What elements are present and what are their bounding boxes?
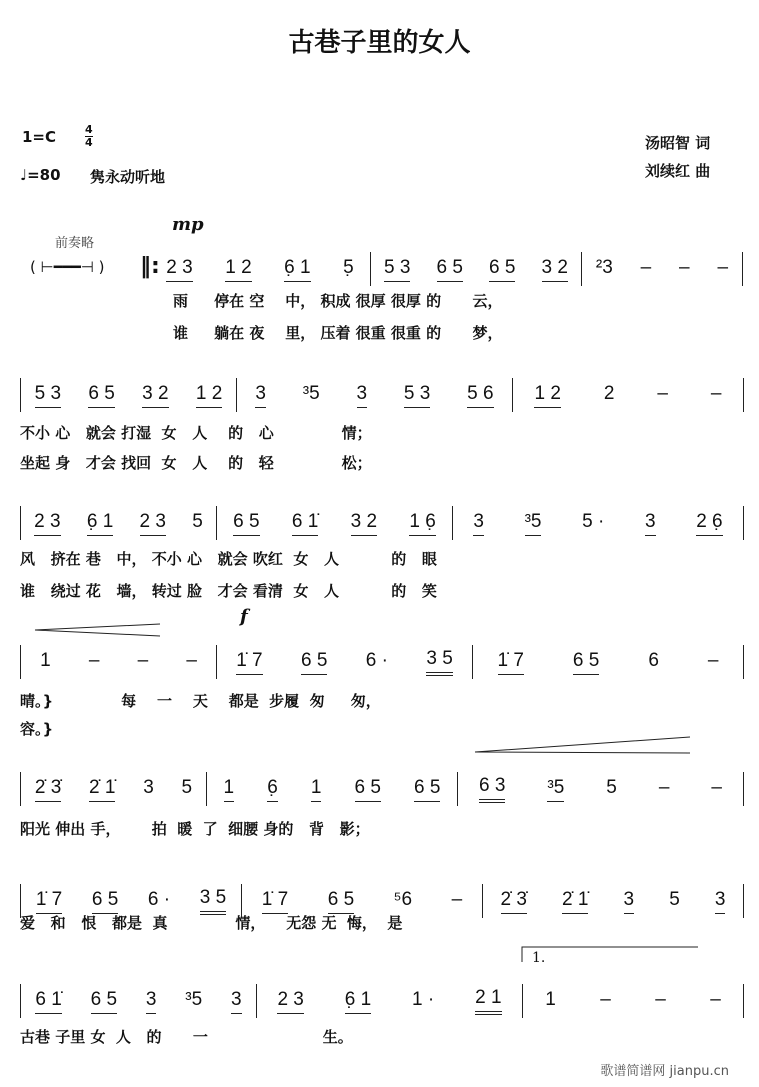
measure <box>483 884 744 918</box>
staff-system <box>0 378 759 412</box>
note: 3 2 <box>351 511 377 536</box>
note: 3 2 <box>542 257 568 282</box>
note: 2 <box>603 383 615 404</box>
measure <box>453 506 744 540</box>
note: ³5 <box>525 511 542 536</box>
staff-system <box>0 772 759 806</box>
note: – <box>657 383 668 404</box>
note: – <box>600 989 611 1010</box>
lyric-line: 雨 停在 空 中， 积成 很厚 很厚 的 云， <box>173 292 503 310</box>
note: 6 · <box>147 889 171 910</box>
measure <box>237 378 513 412</box>
note: ³5 <box>185 989 203 1010</box>
measure <box>207 772 458 806</box>
measure <box>21 772 207 806</box>
measure <box>458 772 744 806</box>
measure <box>217 506 453 540</box>
note: 3 <box>255 383 266 408</box>
lyric-line: 风 挤在 巷 中， 不小 心 就会 吹红 女 人 的 眼 <box>20 550 437 568</box>
song-title: 古巷子里的女人 <box>288 28 471 58</box>
note: 3 <box>624 889 635 914</box>
expression: 隽永动听地 <box>90 168 166 186</box>
lyric-line: 阳光 伸出 手， 拍 暖 了 细腰 身的 背 影； <box>20 820 370 838</box>
note: – <box>679 257 690 278</box>
measure <box>21 645 217 679</box>
note: 6̣ 1 <box>87 511 113 536</box>
note: 5 <box>181 777 193 798</box>
note: 6 5 <box>92 889 118 914</box>
note: 1 2 <box>225 257 251 282</box>
note: 1̇ 7 <box>498 650 524 675</box>
tempo: ♩=80 <box>20 166 61 184</box>
note: 3 <box>231 989 242 1014</box>
note: 1̇ 7 <box>36 889 62 914</box>
lyric-line: 谁 躺在 夜 里， 压着 很重 很重 的 梦， <box>173 324 503 342</box>
note: 6 5 <box>328 889 354 914</box>
note: 1̇ 7 <box>236 650 262 675</box>
note: – <box>707 650 719 671</box>
note: 1 <box>224 777 235 802</box>
note: 1 <box>545 989 556 1010</box>
measure <box>21 984 257 1018</box>
lyric-line: 容。} <box>20 720 54 738</box>
note: 2 6̣ <box>696 511 722 536</box>
note: 5 <box>606 777 617 798</box>
note: ²3 <box>595 257 613 278</box>
lyric-line: 古巷 子里 女 人 的 一 生。 <box>20 1028 353 1046</box>
note: 5 <box>192 511 203 532</box>
note: 6 5 <box>88 383 114 408</box>
note: 2̇ 1̇ <box>89 777 115 802</box>
lyric-line: 晴。} 每 一 天 都是 步履 匆 匆， <box>20 692 381 710</box>
note: 3 <box>645 511 656 536</box>
note: 5 3 <box>35 383 61 408</box>
prelude-label: 前奏略 <box>55 236 95 251</box>
note: 3 <box>143 777 154 798</box>
note: 3 2 <box>142 383 168 408</box>
note: 6̣ 1 <box>345 989 371 1014</box>
note: 5 <box>669 889 680 910</box>
staff-system <box>0 506 759 540</box>
note: 6 5 <box>437 257 463 282</box>
measure <box>21 378 237 412</box>
note: 2 3 <box>277 989 303 1014</box>
note: 2 1 <box>475 987 501 1015</box>
measure <box>473 645 744 679</box>
note: 1 · <box>412 989 435 1010</box>
note: 3 <box>715 889 726 914</box>
note: 6̣ 1 <box>284 257 310 282</box>
note: – <box>658 777 670 798</box>
note: 6 · <box>365 650 388 671</box>
staff-system <box>0 645 759 679</box>
notes-row <box>20 645 744 679</box>
notes-row <box>20 984 744 1018</box>
note: 3 <box>357 383 368 408</box>
note: 2 3 <box>166 257 192 282</box>
volta-number: 1. <box>532 950 546 966</box>
dynamic-mp: mp <box>172 214 204 235</box>
note: 3 5 <box>200 887 226 915</box>
lyric-line: 爱 和 恨 都是 真 情， 无怨 无 悔， 是 <box>20 914 403 932</box>
note: ³5 <box>547 777 564 802</box>
note: ³5 <box>302 383 320 404</box>
note: – <box>710 383 722 404</box>
note: 2 3 <box>140 511 166 536</box>
note: ⁵6 <box>393 889 413 910</box>
note: 6 5 <box>573 650 599 675</box>
measure <box>582 252 743 286</box>
note: 2̇ 3̇ <box>35 777 61 802</box>
note: – <box>655 989 666 1010</box>
note: 1 2 <box>534 383 560 408</box>
notes-row <box>20 506 744 540</box>
note: – <box>451 889 463 910</box>
note: – <box>186 650 197 671</box>
lyricist: 汤昭智 词 <box>645 134 711 152</box>
key-signature: 1=C <box>22 128 57 146</box>
note: 5 6 <box>467 383 493 408</box>
note: 3 5 <box>426 648 452 676</box>
note: 3 <box>146 989 157 1014</box>
note: 6 5 <box>301 650 327 675</box>
note: 6 1̇ <box>292 511 318 536</box>
note: – <box>717 257 729 278</box>
notes-row <box>20 378 744 412</box>
measure <box>21 506 217 540</box>
time-bottom: 4 <box>85 136 93 149</box>
repeat-sign: ‖: <box>140 254 160 279</box>
note: 6̣ <box>267 777 278 802</box>
measure <box>217 645 473 679</box>
note: 6 <box>648 650 659 671</box>
note: 5 · <box>582 511 605 532</box>
crescendo-hairpin <box>35 624 160 636</box>
lyric-line: 谁 绕过 花 墙， 转过 脸 才会 看清 女 人 的 笑 <box>20 582 437 600</box>
note: 1 <box>40 650 51 671</box>
measure <box>523 984 744 1018</box>
note: 1 2 <box>196 383 222 408</box>
note: – <box>640 257 652 278</box>
note: 2̇ 3̇ <box>501 889 527 914</box>
note: 3 <box>473 511 484 536</box>
note: 5 3 <box>384 257 410 282</box>
watermark: 歌谱简谱网 jianpu.cn <box>600 1064 729 1079</box>
notes-row <box>150 252 743 286</box>
measure <box>371 252 582 286</box>
lyric-line: 不小 心 就会 打湿 女 人 的 心 情； <box>20 424 372 442</box>
time-top: 4 <box>85 123 93 136</box>
note: 1̇ 7 <box>262 889 288 914</box>
dynamic-f: f <box>240 606 248 627</box>
composer: 刘续红 曲 <box>645 162 711 180</box>
note: 2 3 <box>34 511 60 536</box>
staff-system <box>0 252 759 286</box>
note: 6 5 <box>489 257 515 282</box>
note: 6 1̇ <box>35 989 61 1014</box>
note: 6 5 <box>233 511 259 536</box>
lyric-line: 坐起 身 才会 找回 女 人 的 轻 松； <box>20 454 372 472</box>
note: 5̣ <box>343 257 354 278</box>
note: 6 5 <box>355 777 381 802</box>
prelude-symbol: ( ⊢━━━⊣ ) <box>30 258 105 276</box>
note: – <box>711 777 722 798</box>
notes-row <box>20 772 744 806</box>
note: 2̇ 1̇ <box>562 889 588 914</box>
note: – <box>710 989 721 1010</box>
note: 6 5 <box>91 989 117 1014</box>
measure <box>513 378 744 412</box>
measure <box>257 984 523 1018</box>
note: – <box>137 650 149 671</box>
note: 6 5 <box>414 777 440 802</box>
note: 1 <box>311 777 322 802</box>
note: 6 3 <box>479 775 505 803</box>
volta-bracket <box>522 947 698 962</box>
measure <box>150 252 371 286</box>
note: 1 6̣ <box>409 511 435 536</box>
note: – <box>88 650 100 671</box>
crescendo-hairpin <box>475 737 690 753</box>
staff-system <box>0 984 759 1018</box>
note: 5 3 <box>404 383 430 408</box>
